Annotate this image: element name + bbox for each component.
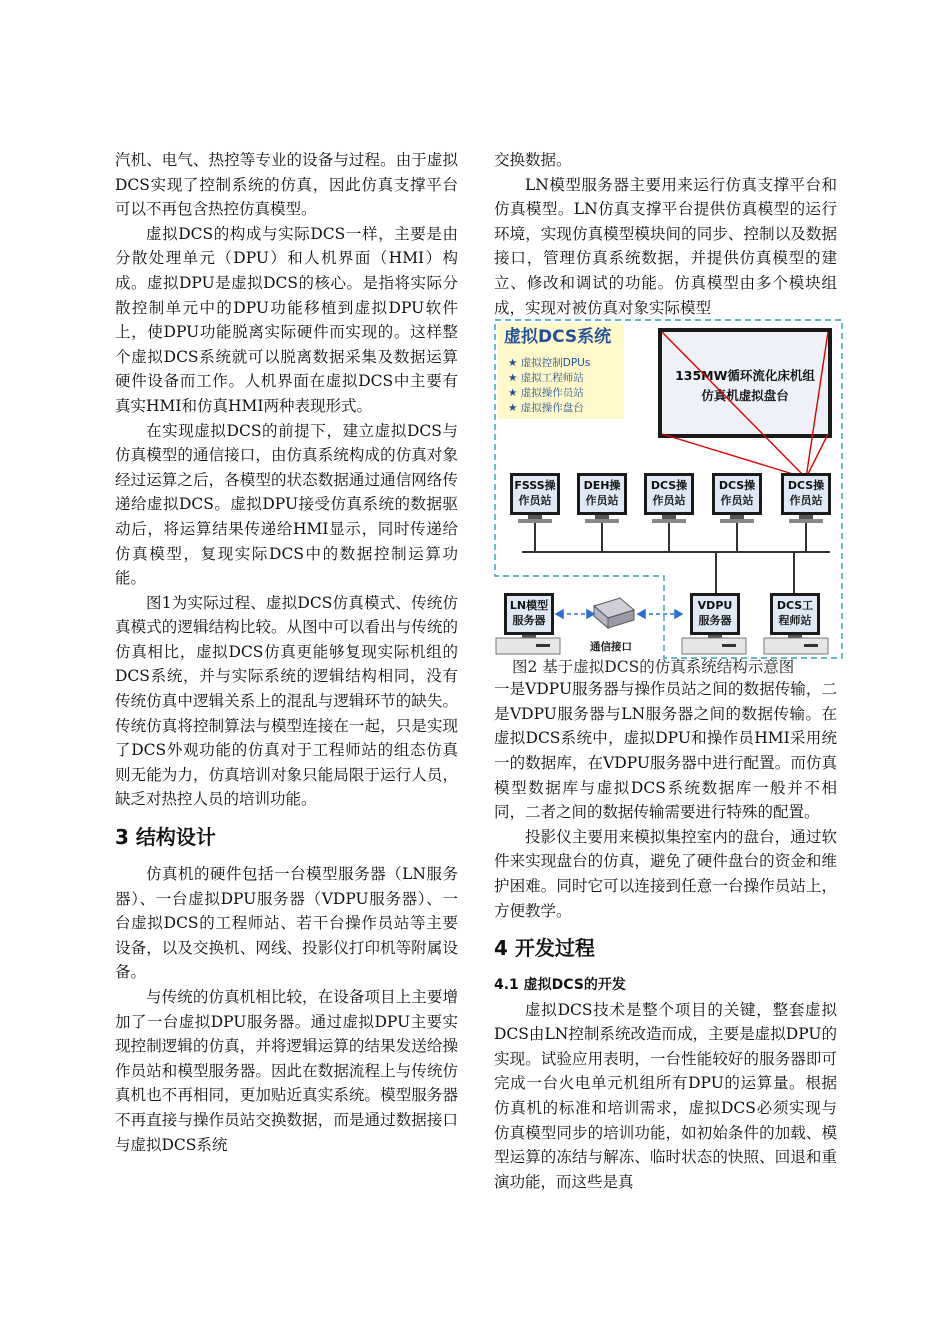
vdpu-line-1: VDPU [697,599,733,612]
right-paragraph-2: LN模型服务器主要用来运行仿真支撑平台和仿真模型。LN仿真支撑平台提供仿真模型的运行环境，实现仿真模型模块间的同步、控制以及数据接口，管理仿真系统数据，并提供仿真模型的建立、修改和调试的功能。仿真模型由多个模块组成，实现对被仿真对象实际模型 [494,175,837,317]
ln-server-line-1: LN模型 [509,599,549,612]
station-3 [644,473,694,523]
station-1-line-2: 作员站 [518,494,552,507]
left-paragraph-4: 图1为实际过程、虚拟DCS仿真模式、传统仿真模式的逻辑结构比较。从图中可以看出与传统的仿真相比，虚拟DCS仿真更能够复现实际机组的DCS系统，并与实际系统的逻辑结构相同，没有传统仿真中逻辑关系上的混乱与逻辑环节的缺失。传统仿真将控制算法与模型连接在一起，只是实现了DCS外观功能的仿真对于工程师站的组态仿真则无能为力，仿真培训对象只能局限于运行人员，缺乏对热控人员的培训功能。 [115,593,458,809]
left-column [115,148,458,1157]
panel-line-2: 仿真机虚拟盘台 [701,388,789,403]
ln-model-server [504,593,554,643]
station-4 [712,473,762,523]
vdpu-line-2: 服务器 [698,614,732,627]
right-paragraph-3: 一是VDPU服务器与操作员站之间的数据传输，二是VDPU服务器与LN服务器之间的数据传输。在虚拟DCS系统中，虚拟DPU和操作员HMI采用统一的数据库，在VDPU服务器中进行配置。而仿真模型数据库与虚拟DCS系统数据库一般并不相同，二者之间的数据传输需要进行特殊的配置。 [494,680,837,822]
station-2 [577,473,627,523]
station-2-line-2: 作员站 [585,494,619,507]
eng-line-2: 程师站 [778,614,812,627]
eng-tower [764,638,828,654]
station-1-line-1: FSSS操 [514,479,556,492]
figure-diagram [494,318,846,663]
eng-line-1: DCS工 [776,599,814,612]
bullet-4: ★ 虚拟操作盘台 [508,402,584,414]
subsection-4-1-heading: 4.1 虚拟DCS的开发 [494,977,626,994]
left-paragraph-5: 仿真机的硬件包括一台模型服务器（LN服务器）、一台虚拟DPU服务器（VDPU服务器）、一台虚拟DCS的工程师站、若干台操作员站等主要设备，以及交换机、网线、投影仪打印机等附属设备。 [115,865,458,982]
section-4-heading: 4 开发过程 [494,936,595,961]
station-4-line-1: DCS操 [718,479,756,492]
virtual-panel-screen [662,332,828,434]
figure-title: 虚拟DCS系统 [504,327,612,347]
station-1 [510,473,560,523]
station-4-line-2: 作员站 [720,494,754,507]
left-paragraph-1: 汽机、电气、热控等专业的设备与过程。由于虚拟DCS实现了控制系统的仿真，因此仿真支撑平台可以不再包含热控仿真模型。 [115,151,458,219]
left-paragraph-3: 在实现虚拟DCS的前提下，建立虚拟DCS与仿真模型的通信接口，由仿真系统构成的仿真对象经过运算之后，各模型的状态数据通过通信网络传递给虚拟DCS。虚拟DPU接受仿真系统的数据驱动后，将运算结果传递给HMI显示，同时传递给仿真模型，复现实际DCS中的数据控制运算功能。 [115,421,458,588]
station-3-line-1: DCS操 [650,479,688,492]
comm-interface [594,598,634,628]
station-5-line-2: 作员站 [789,494,823,507]
bullet-1: ★ 虚拟控制DPUs [508,357,591,369]
network-bus [522,523,830,593]
left-paragraph-6: 与传统的仿真机相比较，在设备项目上主要增加了一台虚拟DPU服务器。通过虚拟DPU主要实现控制逻辑的仿真，并将逻辑运算的结果发送给操作员站和模型服务器。因此在数据流程上与传统仿真机也不再相同，更加贴近真实系统。模型服务器不再直接与操作员站交换数据，而是通过数据接口与虚拟DCS系统 [115,988,458,1154]
ln-server-line-2: 服务器 [512,614,546,627]
dcs-engineer-station [770,593,820,643]
left-paragraph-2: 虚拟DCS的构成与实际DCS一样，主要是由分散处理单元（DPU）和人机界面（HMI）构成。虚拟DPU是虚拟DCS的核心。是指将实际分散控制单元中的DPU功能移植到虚拟DPU软件上，使DPU功能脱离实际硬件而实现的。这样整个虚拟DCS系统就可以脱离数据采集及数据运算硬件设备而工作。人机界面在虚拟DCS中主要有真实HMI和仿真HMI两种表现形式。 [115,224,458,415]
ln-server-tower [496,638,560,654]
system-structure-figure [494,318,846,663]
right-paragraph-4: 投影仪主要用来模拟集控室内的盘台，通过软件来实现盘台的仿真，避免了硬件盘台的资金和维护困难。同时它可以连接到任意一台操作员站上，方便教学。 [494,827,837,920]
panel-line-1: 135MW循环流化床机组 [675,368,815,383]
station-5 [781,473,831,523]
station-5-line-1: DCS操 [787,479,825,492]
section-3-heading: 3 结构设计 [115,825,216,850]
vdpu-server [690,593,740,643]
comm-interface-label: 通信接口 [590,641,632,653]
right-paragraph-5: 虚拟DCS技术是整个项目的关键，整套虚拟DCS由LN控制系统改造而成，主要是虚拟DPU的实现。试验应用表明，一台性能较好的服务器即可完成一台火电单元机组所有DPU的运算量。根据仿真机的标准和培训需求，虚拟DCS必须实现与仿真模型同步的培训功能，如初始条件的加载、模型运算的冻结与解冻、临时状态的快照、回退和重演功能，而这些是真 [494,1000,837,1191]
station-2-line-1: DEH操 [583,479,621,492]
bullet-2: ★ 虚拟工程师站 [508,372,584,384]
vdpu-tower [682,638,746,654]
figure-caption: 图2 基于虚拟DCS的仿真系统结构示意图 [512,658,795,676]
bullet-3: ★ 虚拟操作员站 [508,387,584,399]
station-3-line-2: 作员站 [652,494,686,507]
right-paragraph-1: 交换数据。 [494,151,572,169]
